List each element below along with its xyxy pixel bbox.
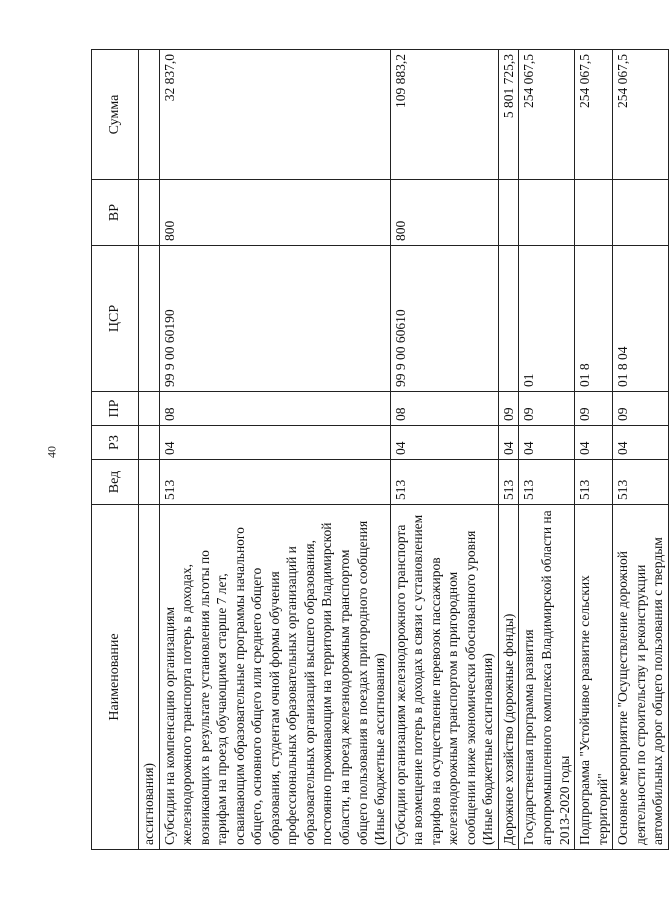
row-sum: 254 067,5 (613, 50, 669, 180)
rotated-page (91, 50, 666, 850)
row-sum: 32 837,0 (159, 50, 390, 180)
row-name: Государственная программа развития агропромышленного комплекса Владимирской области на 2013-2020 годы (519, 505, 575, 850)
row-vr (498, 180, 519, 246)
table-row (159, 50, 390, 850)
row-pr: 09 (498, 392, 519, 426)
row-ved: 513 (390, 460, 498, 505)
row-name: Основное мероприятие "Осуществление дорожной деятельности по строительству и реконструкции автомобильных дорог общего пользования с твердым (613, 505, 669, 850)
row-ved: 513 (519, 460, 575, 505)
page-number: 40 (44, 446, 59, 458)
header-sum: Сумма (92, 50, 139, 180)
row-pr: 08 (390, 392, 498, 426)
row-name: Субсидии на компенсацию организациям железнодорожного транспорта потерь в доходах, возникающих в результате установления льготы по тарифам на проезд обучающимся старше 7 лет, осваивающим образовательные программы начального общего, основного общего или среднего общего образования, студентам очной формы обучения профессиональных образовательных организаций и образовательных организаций высшего образования, постоянно проживающим на территории Владимирской области, на проезд железнодорожным транспортом общего пользования в поездах пригородного сообщения (Иные бюджетные ассигнования) (159, 505, 390, 850)
row-pr: 09 (575, 392, 613, 426)
row-rz: 04 (498, 426, 519, 460)
row-ved: 513 (613, 460, 669, 505)
row-rz: 04 (519, 426, 575, 460)
row-vr (139, 180, 160, 246)
row-csr: 99 9 00 60190 (159, 246, 390, 392)
row-name: Дорожное хозяйство (дорожные фонды) (498, 505, 519, 850)
header-vr: ВР (92, 180, 139, 246)
table-row (575, 50, 613, 850)
row-sum: 109 883,2 (390, 50, 498, 180)
row-csr (139, 246, 160, 392)
row-rz: 04 (613, 426, 669, 460)
row-csr: 01 8 04 (613, 246, 669, 392)
row-pr (139, 392, 160, 426)
row-vr: 800 (390, 180, 498, 246)
header-ved: Вед (92, 460, 139, 505)
row-pr: 08 (159, 392, 390, 426)
table-row (390, 50, 498, 850)
table-row (613, 50, 669, 850)
row-rz: 04 (575, 426, 613, 460)
row-sum: 254 067,5 (575, 50, 613, 180)
row-vr (519, 180, 575, 246)
row-ved: 513 (498, 460, 519, 505)
row-name: Подпрограмма "Устойчивое развитие сельских территорий" (575, 505, 613, 850)
row-vr (575, 180, 613, 246)
row-sum: 5 801 725,3 (498, 50, 519, 180)
row-name: ассигнования) (139, 505, 160, 850)
row-rz: 04 (159, 426, 390, 460)
header-csr: ЦСР (92, 246, 139, 392)
row-sum: 254 067,5 (519, 50, 575, 180)
row-vr: 800 (159, 180, 390, 246)
row-name: Субсидии организациям железнодорожного транспорта на возмещение потерь в доходах в связи с установлением тарифов на осуществление перевозок пассажиров железнодорожным транспортом в пригородном сообщении ниже экономически обоснованного уровня (Иные бюджетные ассигнования) (390, 505, 498, 850)
row-ved: 513 (575, 460, 613, 505)
row-csr: 01 8 (575, 246, 613, 392)
row-pr: 09 (613, 392, 669, 426)
header-row (92, 50, 139, 850)
row-csr: 99 9 00 60610 (390, 246, 498, 392)
header-name: Наименование (92, 505, 139, 850)
row-csr: 01 (519, 246, 575, 392)
header-rz: РЗ (92, 426, 139, 460)
table-row (498, 50, 519, 850)
row-rz (139, 426, 160, 460)
table-row (139, 50, 160, 850)
row-csr (498, 246, 519, 392)
row-vr (613, 180, 669, 246)
row-ved: 513 (159, 460, 390, 505)
row-pr: 09 (519, 392, 575, 426)
budget-table (91, 49, 669, 850)
row-ved (139, 460, 160, 505)
header-pr: ПР (92, 392, 139, 426)
row-rz: 04 (390, 426, 498, 460)
table-row (519, 50, 575, 850)
row-sum (139, 50, 160, 180)
